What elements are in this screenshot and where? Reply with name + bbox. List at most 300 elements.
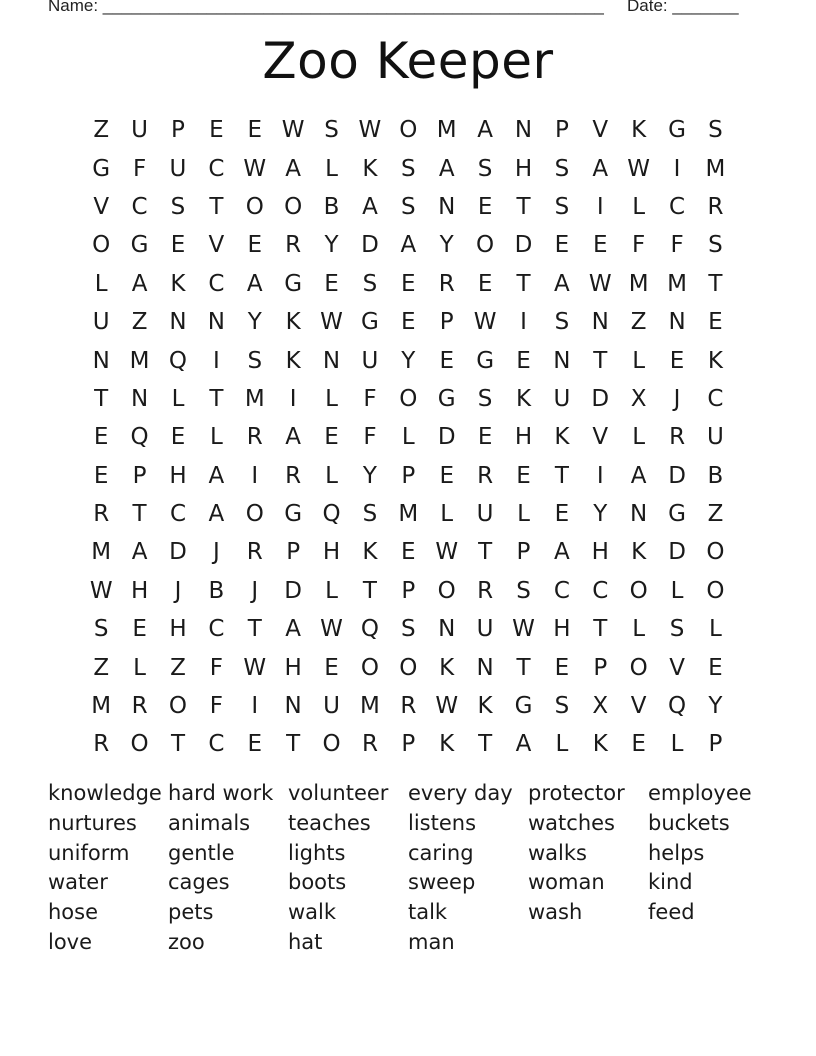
- grid-letter: W: [281, 117, 305, 144]
- word-list-item: volunteer: [288, 781, 389, 805]
- grid-letter: E: [401, 270, 416, 297]
- grid-letter: L: [133, 654, 146, 681]
- grid-letter: L: [209, 424, 223, 451]
- grid-letter: W: [243, 155, 267, 182]
- grid-letter: Q: [360, 616, 379, 643]
- grid-letter: J: [212, 539, 220, 566]
- grid-letter: L: [670, 577, 684, 604]
- grid-letter: R: [93, 731, 110, 758]
- grid-letter: Q: [168, 347, 188, 374]
- grid-letter: B: [707, 462, 724, 489]
- word-list-item: animals: [168, 810, 251, 835]
- grid-letter: H: [130, 577, 149, 604]
- grid-letter: N: [130, 385, 149, 412]
- grid-letter: K: [631, 539, 647, 566]
- grid-letter: G: [92, 155, 111, 182]
- grid-letter: W: [320, 616, 343, 643]
- grid-letter: D: [668, 539, 686, 566]
- grid-letter: D: [284, 577, 302, 604]
- grid-letter: H: [284, 654, 302, 681]
- grid-letter: E: [593, 232, 608, 259]
- grid-letter: L: [440, 501, 454, 528]
- grid-letter: R: [246, 424, 263, 451]
- grid-letter: T: [593, 347, 608, 374]
- grid-letter: U: [131, 117, 148, 144]
- grid-letter: V: [592, 117, 609, 144]
- grid-letter: E: [324, 270, 339, 297]
- grid-letter: B: [208, 577, 225, 604]
- grid-letter: U: [476, 501, 494, 528]
- grid-letter: W: [435, 539, 459, 566]
- grid-letter: A: [285, 155, 302, 182]
- word-list-item: lights: [288, 840, 346, 865]
- grid-letter: Q: [668, 693, 687, 720]
- grid-letter: L: [325, 577, 338, 604]
- grid-letter: K: [285, 347, 301, 374]
- word-list-item: watches: [528, 810, 615, 835]
- grid-letter: U: [361, 347, 379, 374]
- grid-letter: K: [592, 731, 608, 758]
- grid-letter: E: [439, 347, 454, 374]
- grid-letter: O: [130, 731, 149, 758]
- grid-letter: W: [588, 270, 612, 297]
- grid-letter: O: [399, 654, 418, 681]
- word-list: [48, 779, 768, 958]
- grid-letter: Z: [131, 309, 148, 336]
- grid-letter: M: [667, 270, 687, 297]
- grid-letter: M: [244, 385, 265, 412]
- letter-grid: [82, 111, 735, 764]
- grid-letter: N: [476, 654, 494, 681]
- grid-letter: Q: [322, 501, 341, 528]
- grid-letter: M: [436, 117, 457, 144]
- grid-letter: G: [476, 347, 495, 374]
- grid-letter: E: [516, 347, 531, 374]
- grid-letter: K: [170, 270, 186, 297]
- grid-letter: T: [94, 385, 109, 412]
- word-list-item: pets: [168, 900, 214, 925]
- grid-letter: E: [439, 462, 454, 489]
- grid-letter: L: [171, 385, 185, 412]
- grid-letter: K: [554, 424, 570, 451]
- name-field-label: Name: _____________________________________________________: [48, 0, 604, 15]
- grid-letter: Y: [439, 232, 454, 259]
- grid-letter: M: [628, 270, 649, 297]
- grid-letter: E: [554, 654, 570, 681]
- grid-letter: U: [707, 424, 724, 451]
- grid-letter: T: [593, 616, 608, 643]
- grid-letter: S: [362, 501, 378, 528]
- grid-letter: A: [554, 539, 570, 566]
- grid-letter: K: [362, 155, 378, 182]
- grid-letter: C: [169, 501, 186, 528]
- grid-letter: W: [435, 693, 459, 720]
- grid-letter: T: [516, 654, 531, 681]
- grid-letter: O: [284, 193, 303, 220]
- grid-letter: A: [438, 155, 455, 182]
- grid-letter: L: [632, 193, 646, 220]
- word-list-item: nurtures: [48, 810, 137, 835]
- grid-letter: L: [632, 347, 646, 374]
- grid-letter: W: [243, 654, 267, 681]
- grid-letter: O: [476, 232, 495, 259]
- grid-letter: I: [596, 462, 604, 489]
- grid-letter: K: [362, 539, 378, 566]
- grid-letter: U: [169, 155, 187, 182]
- word-list-item: employee: [648, 781, 752, 805]
- grid-letter: G: [514, 693, 533, 720]
- grid-letter: H: [514, 155, 533, 182]
- grid-letter: T: [209, 193, 224, 220]
- grid-letter: R: [400, 693, 417, 720]
- grid-letter: N: [169, 309, 187, 336]
- grid-letter: R: [285, 462, 302, 489]
- grid-letter: P: [439, 309, 454, 336]
- grid-letter: S: [516, 577, 531, 604]
- grid-letter: M: [129, 347, 150, 374]
- grid-letter: R: [477, 577, 494, 604]
- grid-letter: V: [669, 654, 685, 681]
- word-list-item: sweep: [408, 870, 476, 895]
- grid-letter: L: [517, 501, 530, 528]
- grid-letter: I: [251, 693, 259, 720]
- grid-letter: C: [208, 270, 225, 297]
- grid-letter: Y: [401, 347, 416, 374]
- word-list-item: hose: [48, 900, 99, 925]
- grid-letter: E: [247, 117, 263, 144]
- grid-letter: S: [170, 193, 186, 220]
- word-list-item: talk: [408, 900, 448, 925]
- grid-letter: F: [670, 232, 684, 259]
- grid-letter: P: [171, 117, 185, 144]
- grid-letter: F: [209, 693, 223, 720]
- grid-letter: D: [591, 385, 610, 412]
- grid-letter: J: [673, 385, 681, 412]
- grid-letter: L: [670, 731, 684, 758]
- grid-letter: A: [131, 539, 148, 566]
- grid-letter: Y: [708, 693, 723, 720]
- grid-letter: E: [401, 309, 416, 336]
- grid-letter: D: [169, 539, 187, 566]
- grid-letter: S: [401, 616, 416, 643]
- grid-letter: S: [247, 347, 263, 374]
- word-list-item: every day: [408, 781, 513, 805]
- grid-letter: N: [438, 193, 456, 220]
- grid-letter: E: [247, 731, 263, 758]
- grid-letter: C: [553, 577, 570, 604]
- grid-letter: O: [322, 731, 341, 758]
- grid-letter: S: [708, 232, 723, 259]
- grid-letter: S: [554, 309, 570, 336]
- grid-letter: O: [629, 577, 648, 604]
- grid-letter: P: [516, 539, 531, 566]
- grid-letter: F: [632, 232, 646, 259]
- grid-letter: W: [473, 309, 497, 336]
- grid-letter: P: [401, 731, 416, 758]
- page-title: Zoo Keeper: [262, 32, 554, 90]
- grid-letter: K: [707, 347, 723, 374]
- grid-letter: N: [322, 347, 341, 374]
- grid-letter: H: [591, 539, 609, 566]
- grid-letter: S: [93, 616, 109, 643]
- grid-letter: O: [629, 654, 648, 681]
- grid-letter: I: [520, 309, 527, 336]
- grid-letter: I: [251, 462, 259, 489]
- grid-letter: G: [284, 501, 303, 528]
- grid-letter: Z: [93, 117, 110, 144]
- grid-letter: Y: [593, 501, 608, 528]
- grid-letter: D: [668, 462, 686, 489]
- grid-letter: G: [668, 501, 686, 528]
- grid-letter: A: [362, 193, 378, 220]
- grid-letter: A: [515, 731, 532, 758]
- grid-letter: A: [131, 270, 148, 297]
- grid-letter: E: [477, 193, 493, 220]
- grid-letter: M: [398, 501, 419, 528]
- grid-letter: V: [93, 193, 110, 220]
- grid-letter: L: [401, 424, 415, 451]
- grid-letter: H: [514, 424, 533, 451]
- grid-letter: Z: [707, 501, 724, 528]
- grid-letter: F: [209, 654, 223, 681]
- grid-letter: X: [592, 693, 609, 720]
- grid-letter: S: [401, 155, 416, 182]
- grid-letter: O: [437, 577, 456, 604]
- grid-letter: Q: [130, 424, 149, 451]
- date-field-label: Date: _______: [627, 0, 739, 15]
- grid-letter: V: [592, 424, 609, 451]
- word-list-item: love: [48, 929, 93, 954]
- grid-letter: E: [209, 117, 224, 144]
- word-list-item: man: [408, 929, 455, 954]
- grid-letter: Y: [247, 309, 262, 336]
- grid-letter: K: [439, 654, 455, 681]
- word-list-item: wash: [528, 900, 583, 925]
- grid-letter: E: [554, 501, 570, 528]
- grid-letter: C: [669, 193, 686, 220]
- grid-letter: C: [131, 193, 148, 220]
- word-list-item: gentle: [168, 840, 235, 865]
- grid-letter: T: [170, 731, 185, 758]
- grid-letter: E: [554, 232, 570, 259]
- grid-letter: N: [668, 309, 686, 336]
- grid-letter: L: [555, 731, 569, 758]
- word-list-item: cages: [168, 870, 230, 895]
- grid-letter: E: [477, 270, 493, 297]
- grid-letter: N: [284, 693, 302, 720]
- grid-letter: S: [477, 385, 493, 412]
- grid-letter: D: [361, 232, 379, 259]
- grid-letter: K: [631, 117, 647, 144]
- grid-letter: E: [401, 539, 416, 566]
- grid-letter: R: [93, 501, 110, 528]
- grid-letter: A: [592, 155, 609, 182]
- grid-letter: A: [208, 501, 225, 528]
- grid-letter: R: [285, 232, 302, 259]
- grid-letter: E: [708, 654, 723, 681]
- grid-letter: I: [596, 193, 604, 220]
- grid-letter: D: [514, 232, 533, 259]
- grid-letter: T: [478, 539, 493, 566]
- grid-letter: G: [284, 270, 303, 297]
- grid-letter: E: [516, 462, 531, 489]
- grid-letter: A: [477, 117, 493, 144]
- grid-letter: P: [401, 462, 416, 489]
- grid-letter: M: [91, 539, 112, 566]
- grid-letter: G: [668, 117, 686, 144]
- grid-letter: O: [706, 577, 725, 604]
- grid-letter: N: [438, 616, 456, 643]
- grid-letter: Y: [362, 462, 377, 489]
- grid-letter: P: [554, 117, 569, 144]
- grid-letter: H: [322, 539, 341, 566]
- grid-letter: H: [169, 616, 187, 643]
- word-list-item: hat: [288, 929, 323, 954]
- grid-letter: P: [132, 462, 147, 489]
- grid-letter: W: [89, 577, 113, 604]
- grid-letter: T: [209, 385, 224, 412]
- grid-letter: P: [593, 654, 608, 681]
- grid-letter: G: [437, 385, 456, 412]
- grid-letter: T: [516, 193, 531, 220]
- grid-letter: L: [709, 616, 722, 643]
- grid-letter: V: [630, 693, 647, 720]
- word-list-item: feed: [648, 900, 695, 925]
- grid-letter: S: [362, 270, 378, 297]
- grid-letter: R: [707, 193, 724, 220]
- grid-letter: R: [669, 424, 686, 451]
- grid-letter: N: [92, 347, 110, 374]
- grid-letter: C: [208, 616, 225, 643]
- grid-letter: C: [592, 577, 609, 604]
- grid-letter: U: [476, 616, 494, 643]
- word-list-item: helps: [648, 840, 705, 865]
- grid-letter: K: [477, 693, 493, 720]
- grid-letter: U: [553, 385, 571, 412]
- grid-letter: A: [285, 424, 302, 451]
- grid-letter: O: [399, 117, 418, 144]
- grid-letter: A: [400, 232, 417, 259]
- grid-letter: P: [286, 539, 301, 566]
- grid-letter: N: [207, 309, 225, 336]
- grid-letter: S: [708, 117, 723, 144]
- grid-letter: A: [208, 462, 225, 489]
- grid-letter: N: [553, 347, 571, 374]
- grid-letter: W: [320, 309, 343, 336]
- grid-letter: F: [363, 385, 377, 412]
- grid-letter: M: [360, 693, 380, 720]
- word-list-item: hard work: [168, 781, 274, 805]
- grid-letter: C: [208, 731, 225, 758]
- grid-letter: S: [401, 193, 416, 220]
- grid-letter: A: [285, 616, 302, 643]
- grid-letter: K: [285, 309, 301, 336]
- grid-letter: N: [630, 501, 648, 528]
- grid-letter: G: [130, 232, 149, 259]
- grid-letter: I: [212, 347, 220, 374]
- word-list-item: teaches: [288, 810, 371, 835]
- word-list-item: kind: [648, 870, 693, 895]
- word-list-item: zoo: [168, 929, 205, 954]
- grid-letter: E: [708, 309, 723, 336]
- grid-letter: O: [706, 539, 725, 566]
- grid-letter: G: [361, 309, 379, 336]
- word-list-item: water: [48, 870, 108, 895]
- grid-letter: J: [174, 577, 182, 604]
- grid-letter: E: [631, 731, 646, 758]
- word-list-item: caring: [408, 840, 474, 865]
- grid-letter: C: [707, 385, 724, 412]
- grid-letter: E: [324, 424, 339, 451]
- grid-letter: Z: [170, 654, 186, 681]
- grid-letter: S: [324, 117, 339, 144]
- word-list-item: walks: [528, 840, 587, 865]
- grid-letter: S: [554, 155, 570, 182]
- grid-letter: Z: [630, 309, 647, 336]
- grid-letter: E: [324, 654, 339, 681]
- word-list-item: boots: [288, 870, 347, 895]
- grid-letter: R: [246, 539, 263, 566]
- grid-letter: W: [627, 155, 651, 182]
- grid-letter: E: [170, 232, 186, 259]
- grid-letter: E: [170, 424, 186, 451]
- grid-letter: M: [91, 693, 112, 720]
- grid-letter: O: [245, 501, 264, 528]
- word-list-item: listens: [408, 810, 477, 835]
- grid-letter: D: [437, 424, 456, 451]
- word-list-item: protector: [528, 781, 625, 805]
- grid-letter: K: [439, 731, 455, 758]
- grid-letter: U: [92, 309, 110, 336]
- word-list-item: woman: [528, 870, 605, 895]
- grid-letter: B: [323, 193, 340, 220]
- grid-letter: M: [705, 155, 726, 182]
- grid-letter: E: [132, 616, 147, 643]
- grid-letter: L: [632, 424, 646, 451]
- grid-letter: Y: [324, 232, 339, 259]
- grid-letter: L: [325, 462, 338, 489]
- grid-letter: K: [515, 385, 532, 412]
- grid-letter: O: [92, 232, 111, 259]
- grid-letter: W: [358, 117, 382, 144]
- grid-letter: H: [553, 616, 571, 643]
- word-list-item: walk: [288, 900, 337, 925]
- grid-letter: E: [669, 347, 685, 374]
- grid-letter: T: [362, 577, 377, 604]
- grid-letter: A: [630, 462, 647, 489]
- grid-letter: F: [132, 155, 147, 182]
- grid-letter: A: [554, 270, 570, 297]
- grid-letter: L: [325, 385, 338, 412]
- grid-letter: E: [93, 424, 109, 451]
- grid-letter: N: [514, 117, 533, 144]
- grid-letter: R: [477, 462, 494, 489]
- grid-letter: T: [478, 731, 493, 758]
- grid-letter: V: [208, 232, 225, 259]
- grid-letter: S: [477, 155, 493, 182]
- grid-letter: O: [245, 193, 264, 220]
- grid-letter: S: [669, 616, 685, 643]
- grid-letter: W: [512, 616, 535, 643]
- grid-letter: I: [289, 385, 297, 412]
- grid-letter: P: [401, 577, 416, 604]
- grid-letter: L: [632, 616, 646, 643]
- grid-letter: T: [132, 501, 147, 528]
- grid-letter: T: [247, 616, 262, 643]
- grid-letter: P: [708, 731, 723, 758]
- grid-letter: L: [325, 155, 338, 182]
- word-list-item: buckets: [648, 810, 730, 835]
